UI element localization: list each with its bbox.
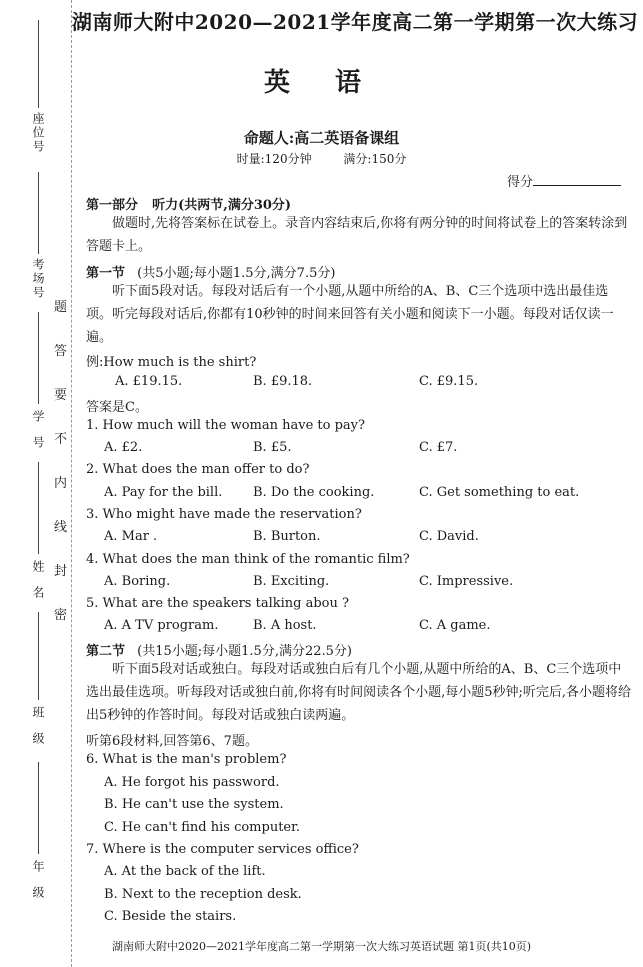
q2-option-a[interactable]: A. Pay for the bill. — [104, 485, 223, 500]
part1-title: 听力(共两节,满分30分) — [152, 198, 292, 213]
student-number-label: 学号 — [31, 410, 45, 462]
time-score-line — [0, 150, 643, 167]
section1-instructions: 听下面5段对话。每段对话后有一个小题,从题中所给的A、B、C三个选项中选出最佳选项。听完每段对话后,你都有10秒钟的时间来回答有关小题和阅读下一小题。每段对话仅读一遍。 — [86, 284, 614, 345]
seal-char: 要 — [54, 388, 68, 403]
q2-option-c[interactable]: C. Get something to eat. — [419, 485, 580, 500]
seal-char: 题 — [54, 300, 68, 315]
question-6: 6. What is the man's problem? — [86, 752, 287, 767]
seat-number-label: 座位号 — [31, 112, 45, 154]
part1-label: 第一部分 — [86, 198, 139, 213]
subject-title: 英 语 — [263, 68, 380, 98]
seal-char: 不 — [54, 432, 68, 447]
question-1: 1. How much will the woman have to pay? — [86, 418, 365, 433]
class-field[interactable] — [38, 612, 39, 700]
full-score: 满分:150分 — [343, 152, 407, 166]
class-label: 班级 — [31, 706, 45, 758]
q5-option-a[interactable]: A. A TV program. — [104, 618, 219, 633]
q1-option-c[interactable]: C. £7. — [419, 440, 458, 455]
seal-char: 封 — [54, 564, 68, 579]
q5-option-b[interactable]: B. A host. — [253, 618, 317, 633]
section1-heading — [86, 262, 335, 281]
section1-label: 第一节 — [86, 266, 126, 281]
q6-option-b[interactable]: B. He can't use the system. — [104, 797, 284, 812]
name-label: 姓名 — [31, 560, 45, 612]
section1-info: (共5小题;每小题1.5分,满分7.5分) — [137, 266, 336, 281]
time-limit: 时量:120分钟 — [236, 152, 312, 166]
score-label: 得分 — [507, 175, 534, 190]
score-box — [507, 171, 621, 190]
seal-char: 线 — [54, 520, 68, 535]
q2-option-b[interactable]: B. Do the cooking. — [253, 485, 375, 500]
q5-option-c[interactable]: C. A game. — [419, 618, 491, 633]
question-3: 3. Who might have made the reservation? — [86, 507, 362, 522]
student-number-field[interactable] — [38, 312, 39, 404]
q3-option-a[interactable]: A. Mar . — [104, 529, 158, 544]
example-answer: 答案是C。 — [86, 400, 148, 415]
seal-char: 密 — [54, 608, 68, 623]
page-footer: 湖南师大附中2020—2021学年度高二第一学期第一次大练习英语试题 第1页(共10页) — [111, 940, 532, 953]
question-4: 4. What does the man think of the romantic film? — [86, 552, 410, 567]
example-option-b: B. £9.18. — [253, 374, 313, 389]
author-line: 命题人:高二英语备课组 — [243, 129, 400, 147]
q6-option-a[interactable]: A. He forgot his password. — [104, 775, 280, 790]
grade-field[interactable] — [38, 762, 39, 854]
q1-option-b[interactable]: B. £5. — [253, 440, 292, 455]
example-option-a: A. £19.15. — [115, 374, 183, 389]
section2-label: 第二节 — [86, 644, 126, 659]
question-2: 2. What does the man offer to do? — [86, 462, 310, 477]
q7-option-c[interactable]: C. Beside the stairs. — [104, 909, 237, 924]
section2-heading — [86, 640, 352, 659]
exam-title: 湖南师大附中2020—2021学年度高二第一学期第一次大练习 — [71, 10, 639, 34]
question-7: 7. Where is the computer services office? — [86, 842, 359, 857]
seal-char: 答 — [54, 344, 68, 359]
name-field[interactable] — [38, 462, 39, 554]
exam-room-label: 考场号 — [31, 258, 45, 300]
material-note: 听第6段材料,回答第6、7题。 — [86, 734, 258, 749]
part1-heading — [86, 194, 291, 213]
part1-intro: 做题时,先将答案标在试卷上。录音内容结束后,你将有两分钟的时间将试卷上的答案转涂到答题卡上。 — [86, 216, 628, 254]
q4-option-b[interactable]: B. Exciting. — [253, 574, 330, 589]
q7-option-b[interactable]: B. Next to the reception desk. — [104, 887, 302, 902]
q4-option-a[interactable]: A. Boring. — [104, 574, 171, 589]
section2-instructions: 听下面5段对话或独白。每段对话或独白后有几个小题,从题中所给的A、B、C三个选项中选出最佳选项。听每段对话或独白前,你将有时间阅读各个小题,每小题5秒钟;听完后,各小题将给出5秒钟的作答时间。每段对话或独白读两遍。 — [86, 662, 632, 723]
section2-info: (共15小题;每小题1.5分,满分22.5分) — [137, 644, 352, 659]
example-option-c: C. £9.15. — [419, 374, 479, 389]
score-blank[interactable] — [533, 173, 621, 186]
seal-char: 内 — [54, 476, 68, 491]
q7-option-a[interactable]: A. At the back of the lift. — [104, 864, 266, 879]
q3-option-c[interactable]: C. David. — [419, 529, 479, 544]
q4-option-c[interactable]: C. Impressive. — [419, 574, 514, 589]
exam-room-field[interactable] — [38, 172, 39, 254]
grade-label: 年级 — [31, 860, 45, 912]
q3-option-b[interactable]: B. Burton. — [253, 529, 321, 544]
question-5: 5. What are the speakers talking abou ? — [86, 596, 349, 611]
q1-option-a[interactable]: A. £2. — [104, 440, 143, 455]
example-question: 例:How much is the shirt? — [86, 355, 257, 370]
q6-option-c[interactable]: C. He can't find his computer. — [104, 820, 301, 835]
